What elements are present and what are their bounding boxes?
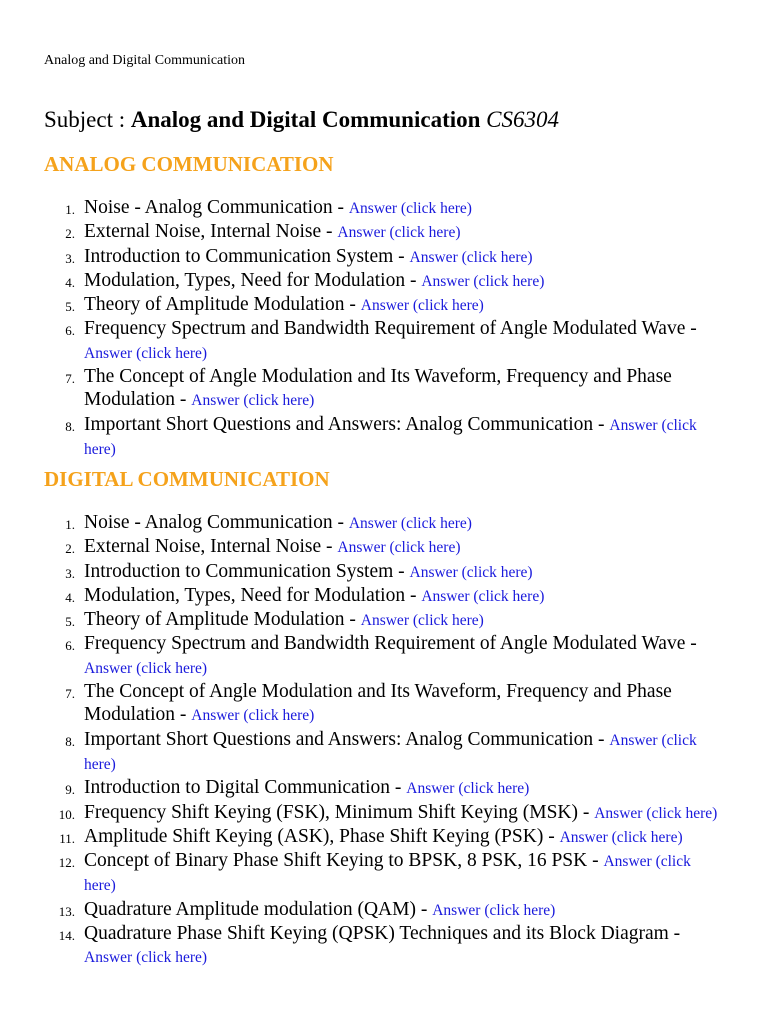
list-item	[44, 680, 724, 728]
item-title: The Concept of Angle Modulation and Its Waveform, Frequency and Phase Modulation -	[84, 681, 672, 726]
list-item	[44, 632, 724, 680]
item-number: 5.	[65, 614, 75, 630]
item-number: 4.	[65, 589, 75, 605]
item-number: 2.	[65, 541, 75, 557]
item-number: 5.	[65, 299, 75, 315]
item-title: Introduction to Communication System -	[84, 245, 410, 267]
item-number: 3.	[65, 250, 75, 266]
item-title: Frequency Shift Keying (FSK), Minimum Shift Keying (MSK) -	[84, 801, 595, 823]
item-title: Introduction to Digital Communication -	[84, 777, 407, 799]
item-title: External Noise, Internal Noise -	[84, 221, 338, 243]
answer-link[interactable]: Answer (click here)	[421, 272, 545, 290]
answer-link[interactable]: Answer (click here)	[559, 828, 683, 846]
item-number: 8.	[65, 733, 75, 749]
item-title: Important Short Questions and Answers: Analog Communication -	[84, 728, 610, 750]
item-number: 4.	[65, 274, 75, 290]
list-item	[44, 365, 724, 413]
item-title: Frequency Spectrum and Bandwidth Requirement of Angle Modulated Wave -	[84, 318, 697, 340]
list-item	[44, 801, 724, 825]
answer-link[interactable]: Answer (click here)	[84, 344, 208, 362]
answer-link[interactable]: Answer (click here)	[360, 612, 484, 630]
answer-link[interactable]: Answer (click here)	[432, 901, 556, 919]
list-item	[44, 922, 724, 970]
list-item	[44, 535, 724, 559]
answer-link[interactable]: Answer (click here)	[84, 949, 208, 967]
answer-link[interactable]: Answer (click here)	[409, 248, 533, 266]
item-title: Modulation, Types, Need for Modulation -	[84, 269, 422, 291]
answer-link[interactable]: Answer (click here)	[406, 780, 530, 798]
list-item	[44, 269, 724, 293]
answer-link[interactable]: Answer (click here)	[360, 297, 484, 315]
item-number: 7.	[65, 686, 75, 702]
item-title: Noise - Analog Communication -	[84, 197, 349, 218]
item-number: 6.	[65, 638, 75, 654]
answer-link[interactable]: Answer (click here)	[337, 224, 461, 242]
item-title: Quadrature Amplitude modulation (QAM) -	[84, 898, 433, 920]
list-item	[44, 584, 724, 608]
answer-link[interactable]: Answer (click here)	[84, 731, 697, 773]
section-heading-digital: DIGITAL COMMUNICATION	[44, 467, 330, 491]
list-item	[44, 560, 724, 584]
item-title: Modulation, Types, Need for Modulation -	[84, 584, 422, 606]
topic-list-analog	[44, 196, 724, 461]
answer-link[interactable]: Answer (click here)	[191, 392, 315, 410]
item-title: Important Short Questions and Answers: Analog Communication -	[84, 413, 610, 435]
answer-link[interactable]: Answer (click here)	[84, 659, 208, 677]
topic-list-digital	[44, 511, 724, 970]
subject-title	[44, 106, 559, 134]
answer-link[interactable]: Answer (click here)	[421, 587, 545, 605]
answer-link[interactable]: Answer (click here)	[191, 707, 315, 725]
item-title: Theory of Amplitude Modulation -	[84, 294, 361, 316]
item-title: Theory of Amplitude Modulation -	[84, 609, 361, 631]
list-item	[44, 245, 724, 269]
item-title: Frequency Spectrum and Bandwidth Requirement of Angle Modulated Wave -	[84, 633, 697, 655]
item-title: Amplitude Shift Keying (ASK), Phase Shift Keying (PSK) -	[84, 825, 560, 847]
list-item	[44, 825, 724, 849]
item-number: 2.	[65, 226, 75, 242]
list-item	[44, 413, 724, 462]
list-item	[44, 196, 724, 220]
item-number: 14.	[58, 928, 75, 944]
list-item	[44, 776, 724, 800]
item-title: Noise - Analog Communication -	[84, 512, 349, 533]
item-number: 6.	[65, 323, 75, 339]
section-heading-analog: ANALOG COMMUNICATION	[44, 152, 334, 176]
list-item	[44, 728, 724, 777]
item-number: 12.	[58, 855, 75, 871]
answer-link[interactable]: Answer (click here)	[84, 416, 697, 458]
answer-link[interactable]: Answer (click here)	[409, 563, 533, 581]
subject-code: CS6304	[486, 107, 559, 132]
list-item	[44, 293, 724, 317]
list-item	[44, 849, 724, 898]
list-item	[44, 511, 724, 535]
list-item	[44, 220, 724, 244]
list-item	[44, 898, 724, 922]
item-number: 10.	[58, 806, 75, 822]
item-title: Quadrature Phase Shift Keying (QPSK) Techniques and its Block Diagram -	[84, 923, 681, 945]
answer-link[interactable]: Answer (click here)	[337, 539, 461, 557]
item-number: 1.	[65, 202, 75, 217]
item-number: 8.	[65, 418, 75, 434]
answer-link[interactable]: Answer (click here)	[348, 515, 472, 532]
item-title: Concept of Binary Phase Shift Keying to BPSK, 8 PSK, 16 PSK -	[84, 850, 604, 872]
running-header: Analog and Digital Communication	[44, 53, 246, 68]
item-number: 11.	[59, 830, 75, 846]
item-title: The Concept of Angle Modulation and Its Waveform, Frequency and Phase Modulation -	[84, 366, 672, 411]
list-item	[44, 608, 724, 632]
subject-prefix: Subject :	[44, 107, 131, 132]
answer-link[interactable]: Answer (click here)	[348, 200, 472, 217]
subject-name: Analog and Digital Communication	[130, 107, 481, 132]
item-title: Introduction to Communication System -	[84, 560, 410, 582]
answer-link[interactable]: Answer (click here)	[594, 804, 718, 822]
item-number: 13.	[58, 903, 75, 919]
item-number: 7.	[65, 371, 75, 387]
list-item	[44, 317, 724, 365]
answer-link[interactable]: Answer (click here)	[84, 853, 691, 895]
item-number: 9.	[65, 782, 75, 798]
item-number: 1.	[65, 517, 75, 532]
item-title: External Noise, Internal Noise -	[84, 536, 338, 558]
item-number: 3.	[65, 565, 75, 581]
